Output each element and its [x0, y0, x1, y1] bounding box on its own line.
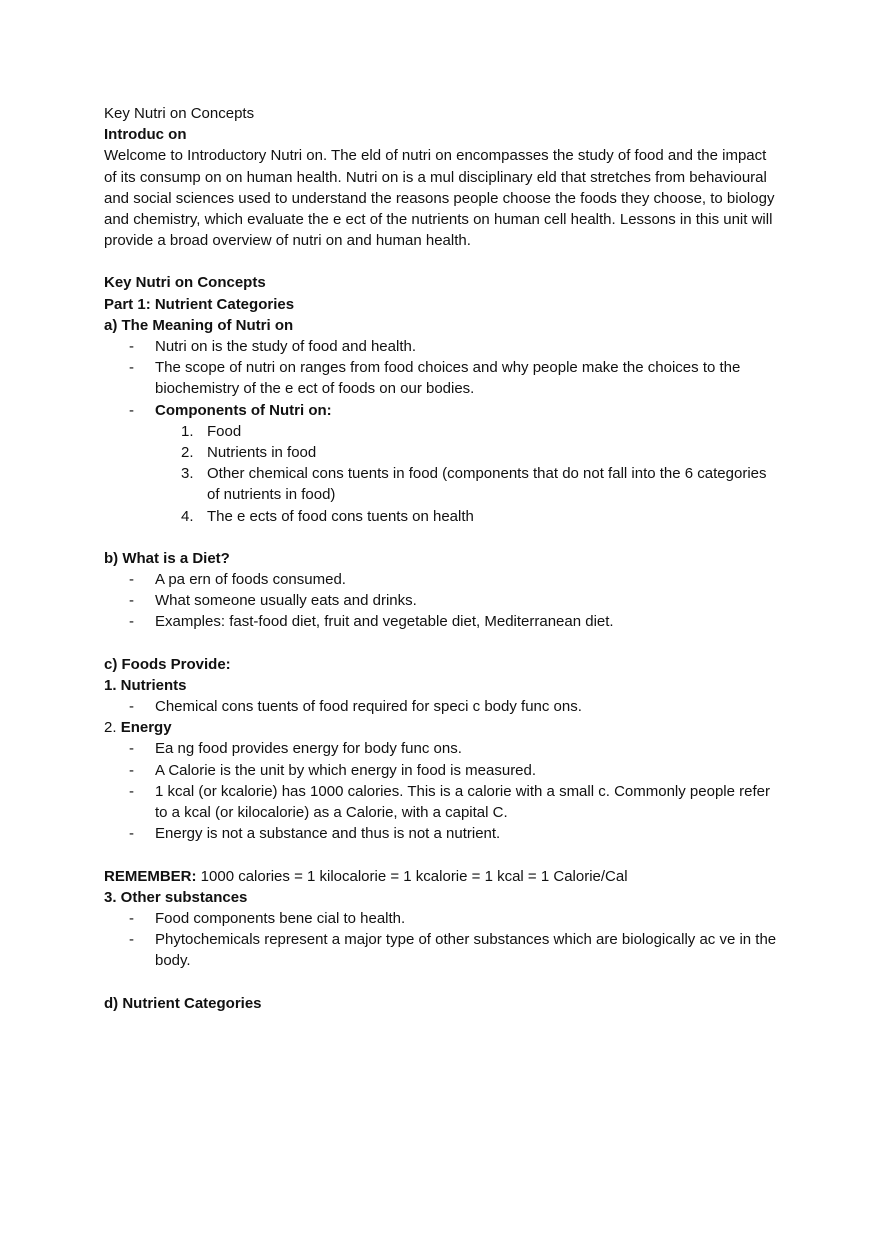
- nutrients-list: [104, 696, 780, 717]
- list-item: 1. Food: [181, 422, 242, 440]
- section-b-heading: b) What is a Diet?: [104, 549, 230, 567]
- list-item: - 1 kcal (or kcalorie) has 1000 calories. This is a calorie with a small c. Commonly people refer to a kcal (or kilocalorie) as a Calorie, with a capital C.: [104, 781, 780, 823]
- spacer: [104, 527, 780, 548]
- list-item: - Phytochemicals represent a major type of other substances which are biologically ac ve in the body.: [104, 929, 780, 971]
- list-item: - Food components bene cial to health.: [104, 908, 780, 929]
- section-c-heading: c) Foods Provide:: [104, 655, 231, 673]
- spacer: [104, 845, 780, 866]
- remember-note: REMEMBER: 1000 calories = 1 kilocalorie = 1 kcalorie = 1 kcal = 1 Calorie/Cal: [104, 867, 628, 885]
- concepts-heading: Key Nutri on Concepts: [104, 274, 266, 292]
- document-title: Key Nutri on Concepts: [104, 105, 255, 122]
- list-item: - Examples: fast-food diet, fruit and vegetable diet, Mediterranean diet.: [104, 611, 780, 632]
- list-item: - Chemical cons tuents of food required for speci c body func ons.: [104, 696, 780, 717]
- energy-heading: 2. Energy: [104, 719, 172, 737]
- components-label: Components of Nutri on:: [155, 401, 332, 419]
- list-item: - Ea ng food provides energy for body func ons.: [104, 738, 780, 759]
- spacer: [104, 251, 780, 272]
- list-item: [104, 400, 780, 421]
- other-substances-heading: 3. Other substances: [104, 888, 248, 906]
- components-list: [104, 421, 780, 527]
- list-item: - Nutri on is the study of food and health.: [104, 336, 780, 357]
- list-item: - A Calorie is the unit by which energy in food is measured.: [104, 760, 780, 781]
- list-item: 4. The e ects of food cons tuents on health: [181, 507, 474, 525]
- spacer: [104, 972, 780, 993]
- nutrients-heading: 1. Nutrients: [104, 676, 187, 694]
- intro-heading: Introduc on: [104, 126, 187, 144]
- energy-list: [104, 738, 780, 844]
- spacer: [104, 633, 780, 654]
- list-item: - What someone usually eats and drinks.: [104, 590, 780, 611]
- intro-paragraph: Welcome to Introductory Nutri on. The eld of nutri on encompasses the study of food and the impact of its consump on on human health. Nutri on is a mul disciplinary eld that stretches from behavioural and social sciences used to understand the reasons people choose the foods they choose, to biology and chemistry, which evaluate the e ect of the nutrients on human cell health. Lessons in this unit will provide a broad overview of nutri on and human health.: [104, 147, 775, 250]
- list-item: 2. Nutrients in food: [181, 444, 317, 462]
- other-substances-list: [104, 908, 780, 972]
- list-item: - The scope of nutri on ranges from food choices and why people make the choices to the biochemistry of the e ect of foods on our bodies.: [104, 357, 780, 399]
- list-item: 3. Other chemical cons tuents in food (components that do not fall into the 6 categories of nutrients in food): [181, 465, 767, 504]
- section-a-list: [104, 336, 780, 421]
- section-a-heading: a) The Meaning of Nutri on: [104, 316, 294, 334]
- section-d-heading: d) Nutrient Categories: [104, 994, 262, 1012]
- part-heading: Part 1: Nutrient Categories: [104, 295, 295, 313]
- list-item: - A pa ern of foods consumed.: [104, 569, 780, 590]
- list-item: - Energy is not a substance and thus is not a nutrient.: [104, 823, 780, 844]
- section-b-list: [104, 569, 780, 633]
